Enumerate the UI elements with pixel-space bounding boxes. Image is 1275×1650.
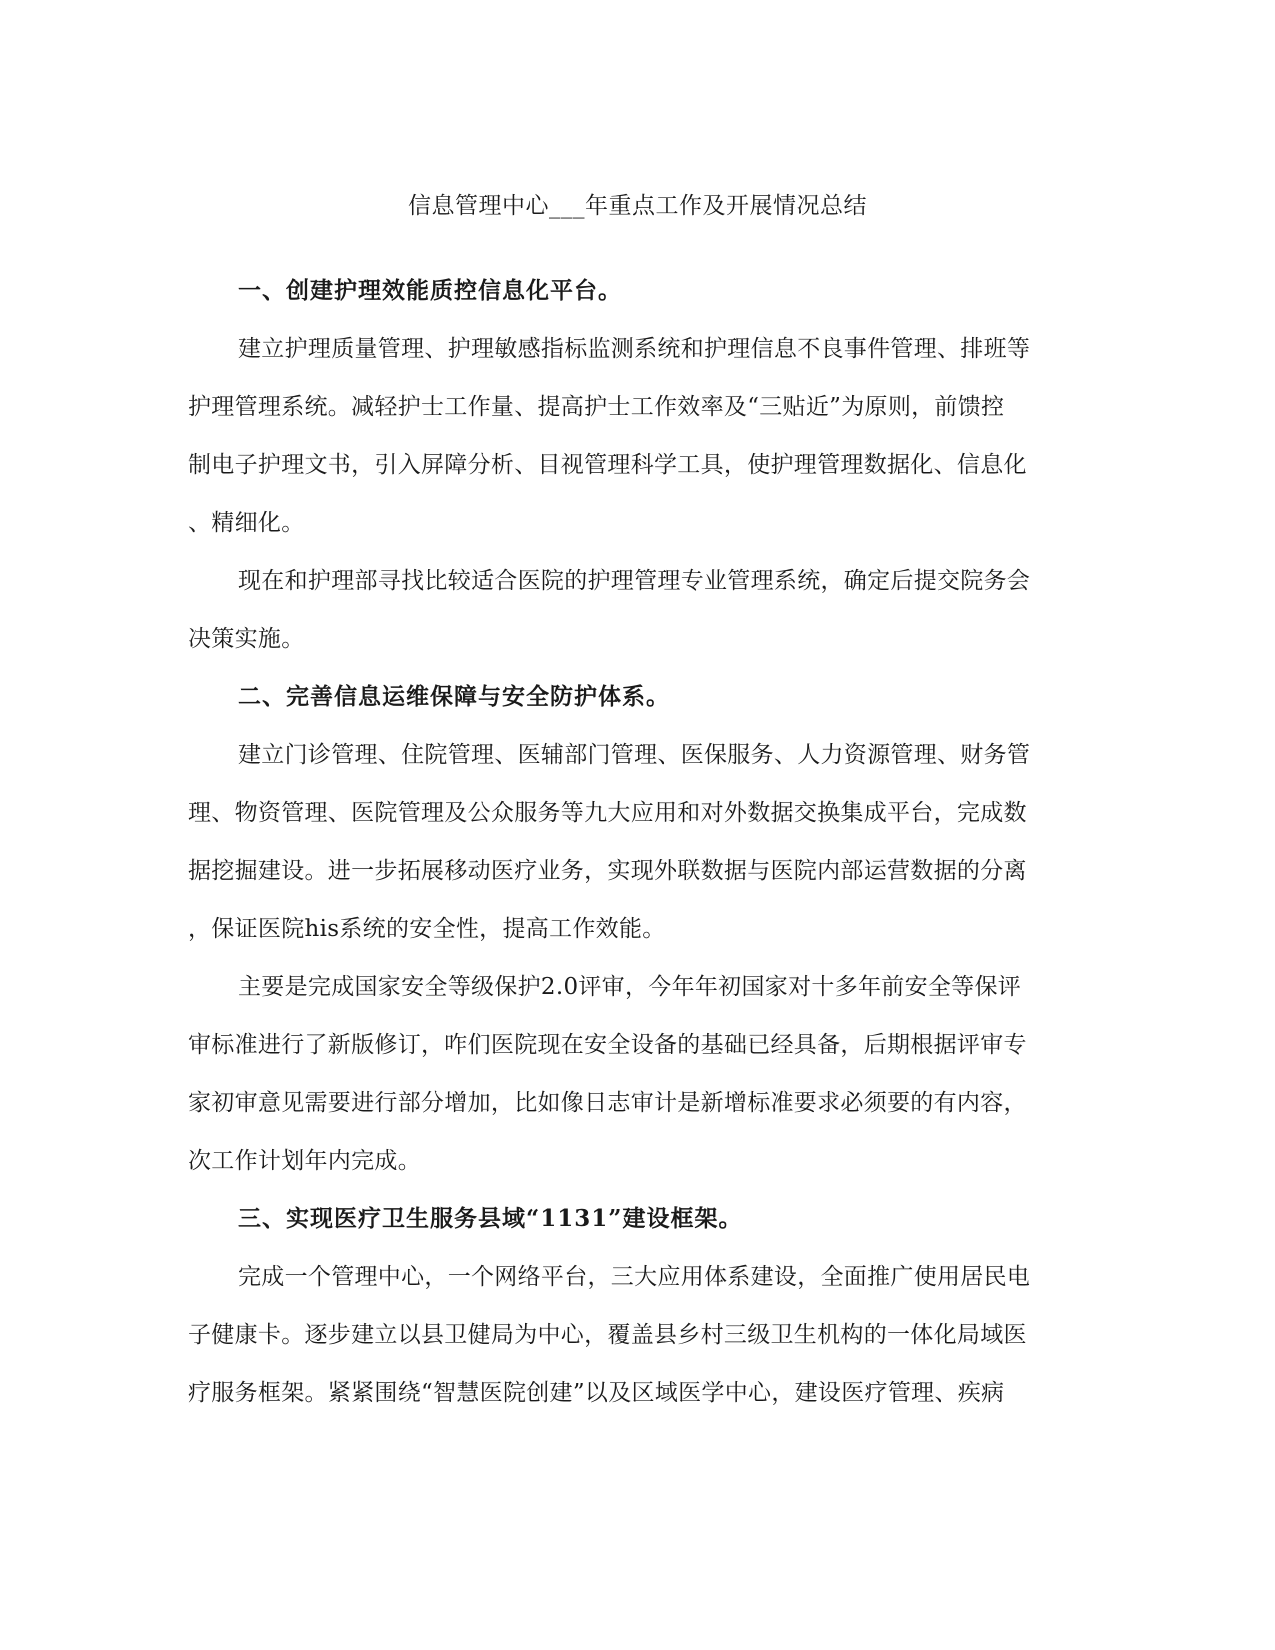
paragraph <box>188 726 1088 958</box>
text-line: 完成一个管理中心，一个网络平台，三大应用体系建设，全面推广使用居民电 <box>238 1264 1031 1290</box>
text-line: 制电子护理文书，引入屏障分析、目视管理科学工具，使护理管理数据化、信息化 <box>188 452 1027 478</box>
text-line: 建立护理质量管理、护理敏感指标监测系统和护理信息不良事件管理、排班等 <box>238 336 1031 362</box>
document-title: 信息管理中心___年重点工作及开展情况总结 <box>408 193 867 219</box>
text-line: 决策实施。 <box>188 626 305 652</box>
text-line: 次工作计划年内完成。 <box>188 1148 421 1174</box>
document-body <box>188 262 1088 1422</box>
text-line: ，保证医院his系统的安全性，提高工作效能。 <box>188 916 666 942</box>
text-line: 理、物资管理、医院管理及公众服务等九大应用和对外数据交换集成平台，完成数 <box>188 800 1027 826</box>
paragraph <box>188 552 1088 668</box>
section-heading: 二、完善信息运维保障与安全防护体系。 <box>238 683 670 710</box>
text-line: 现在和护理部寻找比较适合医院的护理管理专业管理系统，确定后提交院务会 <box>238 568 1031 594</box>
text-line: 据挖掘建设。进一步拓展移动医疗业务，实现外联数据与医院内部运营数据的分离 <box>188 858 1027 884</box>
paragraph <box>188 1248 1088 1422</box>
text-line: 、精细化。 <box>188 510 305 536</box>
text-line: 家初审意见需要进行部分增加，比如像日志审计是新增标准要求必须要的有内容， <box>188 1090 1027 1116</box>
text-line: 子健康卡。逐步建立以县卫健局为中心，覆盖县乡村三级卫生机构的一体化局域医 <box>188 1322 1027 1348</box>
paragraph <box>188 320 1088 552</box>
text-line: 疗服务框架。紧紧围绕“智慧医院创建”以及区域医学中心，建设医疗管理、疾病 <box>188 1380 1005 1406</box>
section-heading: 三、实现医疗卫生服务县域“1131”建设框架。 <box>238 1205 743 1232</box>
text-line: 审标准进行了新版修订，咋们医院现在安全设备的基础已经具备，后期根据评审专 <box>188 1032 1027 1058</box>
paragraph <box>188 958 1088 1190</box>
text-line: 建立门诊管理、住院管理、医辅部门管理、医保服务、人力资源管理、财务管 <box>238 742 1031 768</box>
text-line: 护理管理系统。减轻护士工作量、提高护士工作效率及“三贴近”为原则，前馈控 <box>188 394 1005 420</box>
section-heading: 一、创建护理效能质控信息化平台。 <box>238 277 622 304</box>
text-line: 主要是完成国家安全等级保护2.0评审，今年年初国家对十多年前安全等保评 <box>238 974 1022 1000</box>
